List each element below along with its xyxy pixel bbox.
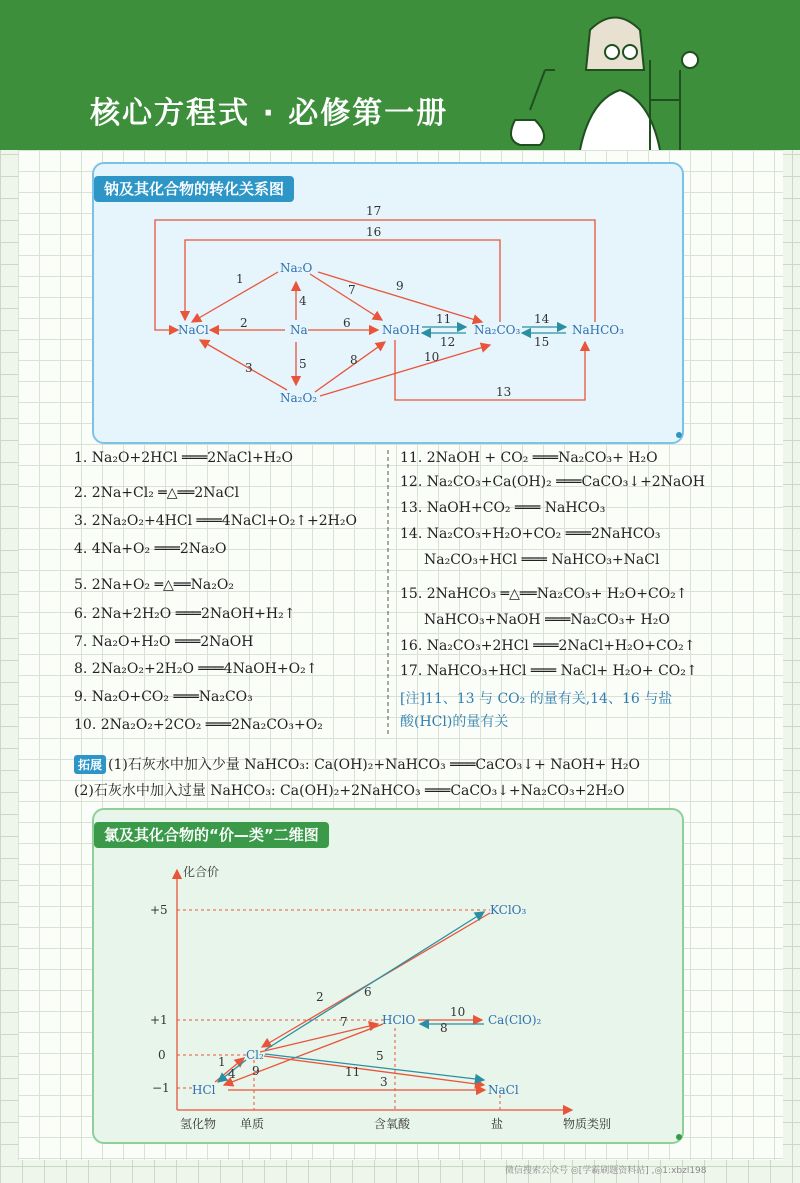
equation: 5. 2Na+O₂ ═△══Na₂O₂ <box>74 577 234 593</box>
arrow-label: 7 <box>348 283 356 297</box>
species-hclo: HClO <box>382 1013 416 1027</box>
arrow-label: 12 <box>440 335 456 349</box>
equation: Na₂CO₃+HCl ═══ NaHCO₃+NaCl <box>424 552 660 568</box>
arrow-label: 11 <box>436 312 452 326</box>
arrow-label: 3 <box>245 361 253 375</box>
arrow-label: 13 <box>496 385 512 399</box>
equation: 16. Na₂CO₃+2HCl ═══2NaCl+H₂O+CO₂↑ <box>400 638 696 654</box>
species-cl2: Cl₂ <box>246 1048 264 1062</box>
arrow-label: 6 <box>364 985 372 999</box>
y-tick: +1 <box>150 1013 168 1027</box>
node-naoh: NaOH <box>382 323 420 337</box>
note: 酸(HCl)的量有关 <box>400 714 509 730</box>
extension-line-2: (2)石灰水中加入过量 NaHCO₃: Ca(OH)₂+2NaHCO₃ ═══CaCO₃↓+Na₂CO₃+2H₂O <box>74 783 625 799</box>
arrow-label: 2 <box>316 990 324 1004</box>
equation: 15. 2NaHCO₃ ═△══Na₂CO₃+ H₂O+CO₂↑ <box>400 586 688 602</box>
equation: 1. Na₂O+2HCl ═══2NaCl+H₂O <box>74 450 293 466</box>
x-category: 氢化物 <box>180 1117 217 1131</box>
arrow-label: 10 <box>424 350 440 364</box>
y-tick: −1 <box>152 1081 170 1095</box>
x-category: 含氧酸 <box>374 1117 411 1131</box>
arrow-label: 14 <box>534 312 550 326</box>
extension-text-1: (1)石灰水中加入少量 NaHCO₃: Ca(OH)₂+NaHCO₃ ═══CaCO₃↓+ NaOH+ H₂O <box>108 757 640 773</box>
arrow-label: 15 <box>534 335 550 349</box>
arrow-label: 3 <box>380 1075 388 1089</box>
species-hcl: HCl <box>192 1083 216 1097</box>
node-nahco3: NaHCO₃ <box>572 323 624 337</box>
node-na2co3: Na₂CO₃ <box>474 323 521 337</box>
equation: 17. NaHCO₃+HCl ═══ NaCl+ H₂O+ CO₂↑ <box>400 663 698 679</box>
arrow-label: 8 <box>440 1021 448 1035</box>
arrow-label: 9 <box>396 279 404 293</box>
equation: 7. Na₂O+H₂O ═══2NaOH <box>74 634 254 650</box>
arrow-label: 16 <box>366 225 382 239</box>
arrow-5 <box>265 1054 484 1080</box>
species-caclo2: Ca(ClO)₂ <box>488 1013 542 1027</box>
arrow-label: 5 <box>376 1049 384 1063</box>
equation: 13. NaOH+CO₂ ═══ NaHCO₃ <box>400 500 606 516</box>
note: [注]11、13 与 CO₂ 的量有关,14、16 与盐 <box>400 691 673 707</box>
species-nacl: NaCl <box>488 1083 519 1097</box>
equation: 12. Na₂CO₃+Ca(OH)₂ ═══CaCO₃↓+2NaOH <box>400 474 705 490</box>
equation: 11. 2NaOH + CO₂ ═══Na₂CO₃+ H₂O <box>400 450 658 466</box>
x-axis-label: 物质类别 <box>563 1117 612 1131</box>
arrow-label: 11 <box>345 1065 361 1079</box>
arrow-label: 2 <box>240 316 248 330</box>
arrow-label: 9 <box>252 1064 260 1078</box>
equation: 10. 2Na₂O₂+2CO₂ ═══2Na₂CO₃+O₂ <box>74 717 323 733</box>
node-na2o2: Na₂O₂ <box>280 391 318 405</box>
equation: 6. 2Na+2H₂O ═══2NaOH+H₂↑ <box>74 606 296 622</box>
y-tick: +5 <box>150 903 168 917</box>
species-kclo3: KClO₃ <box>490 903 527 917</box>
page-title: 核心方程式 · 必修第一册 <box>90 96 449 131</box>
equation: 4. 4Na+O₂ ═══2Na₂O <box>74 541 227 557</box>
arrow-11 <box>264 1056 484 1085</box>
arrow-label: 8 <box>350 353 358 367</box>
equation: 9. Na₂O+CO₂ ═══Na₂CO₃ <box>74 689 253 705</box>
arrow-label: 4 <box>228 1067 236 1081</box>
arrow-label: 7 <box>340 1015 348 1029</box>
arrow-6 <box>265 912 484 1050</box>
arrow-label: 1 <box>236 272 244 286</box>
equation: 14. Na₂CO₃+H₂O+CO₂ ═══2NaHCO₃ <box>400 526 661 542</box>
node-na2o: Na₂O <box>280 261 313 275</box>
x-category: 单质 <box>240 1117 265 1131</box>
arrow-label: 17 <box>366 204 382 218</box>
arrow-label: 4 <box>299 294 307 308</box>
equation: 2. 2Na+Cl₂ ═△══2NaCl <box>74 485 240 501</box>
equation: NaHCO₃+NaOH ═══Na₂CO₃+ H₂O <box>424 612 670 628</box>
extension-tag: 拓展 <box>74 755 106 774</box>
arrow-label: 10 <box>450 1005 466 1019</box>
y-axis-label: 化合价 <box>183 865 220 879</box>
equation: 3. 2Na₂O₂+4HCl ═══4NaCl+O₂↑+2H₂O <box>74 513 357 529</box>
node-na: Na <box>290 323 308 337</box>
chlorine-section-tag: 氯及其化合物的“价—类”二维图 <box>94 822 329 848</box>
y-tick: 0 <box>158 1048 166 1062</box>
node-nacl: NaCl <box>178 323 209 337</box>
sodium-section-tag: 钠及其化合物的转化关系图 <box>94 176 294 202</box>
equation: 8. 2Na₂O₂+2H₂O ═══4NaOH+O₂↑ <box>74 661 318 677</box>
x-category: 盐 <box>491 1117 504 1131</box>
arrow-label: 1 <box>218 1055 226 1069</box>
arrow-label: 6 <box>343 316 351 330</box>
footer-watermark: 微信搜索公众号 ◎[学霸刷题资料站] ,◎1:xbzl198 <box>505 1166 707 1176</box>
arrow-label: 5 <box>299 357 307 371</box>
